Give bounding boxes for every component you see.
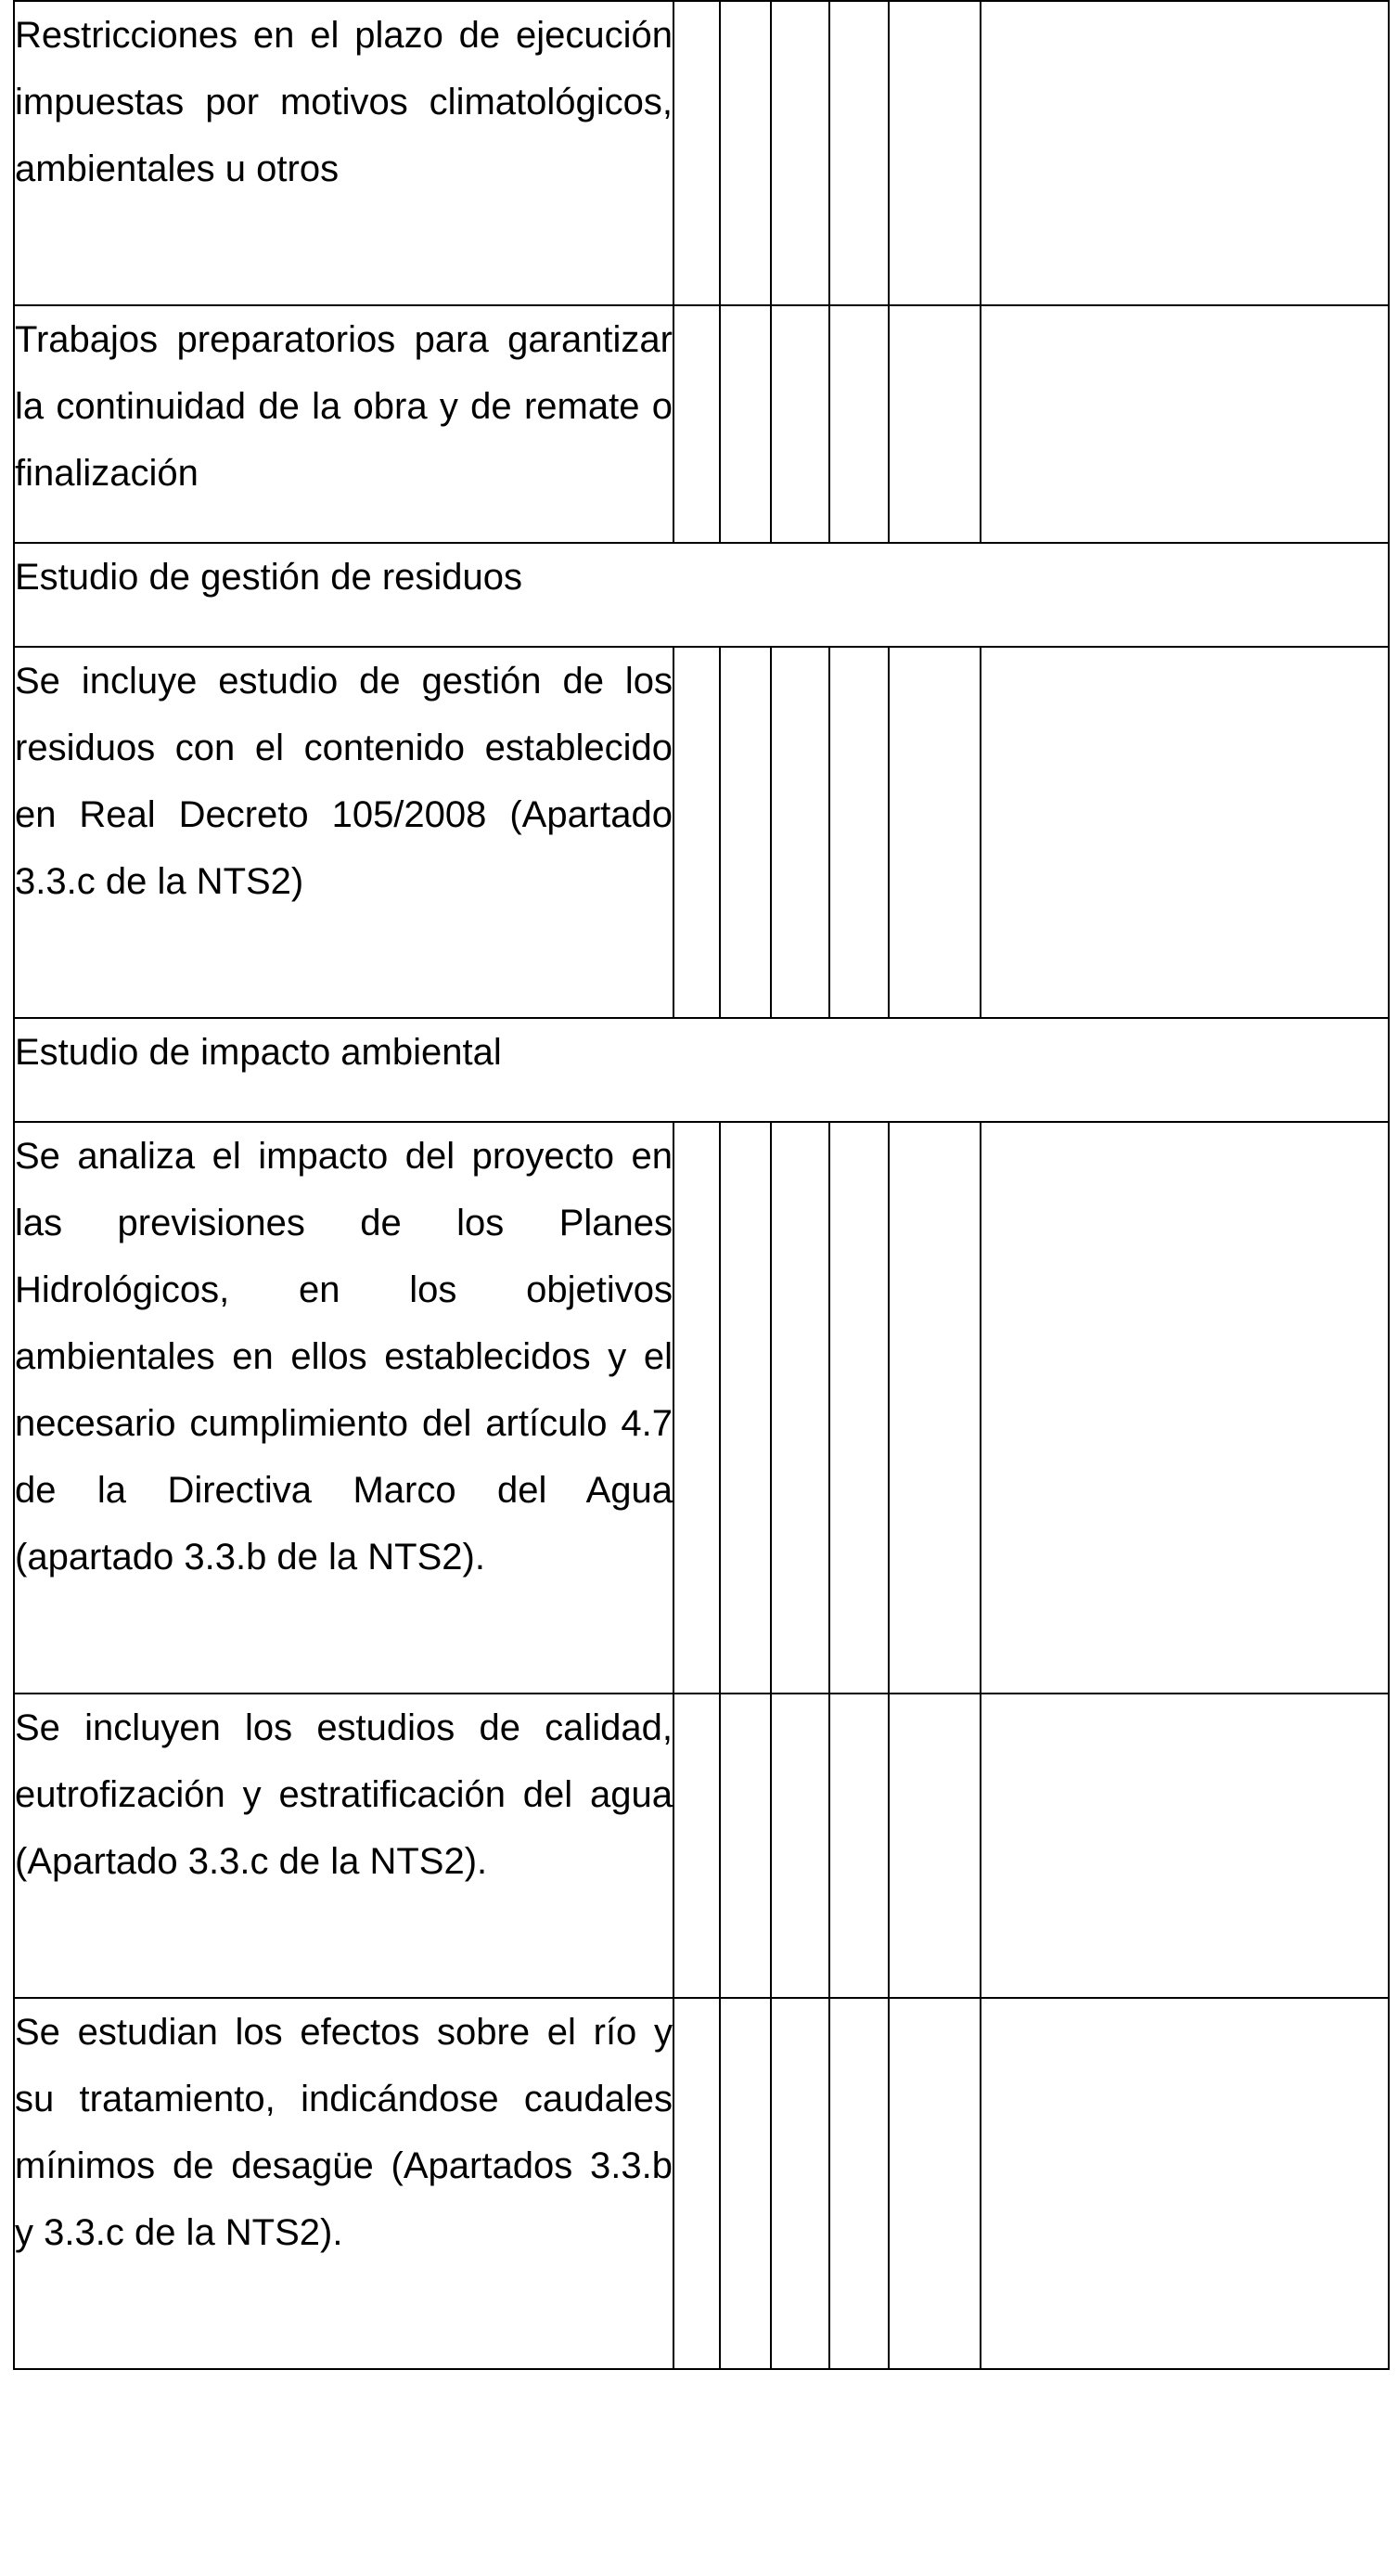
section-title: Estudio de gestión de residuos (14, 543, 1389, 647)
check-cell[interactable] (720, 1998, 771, 2369)
check-cell[interactable] (720, 1122, 771, 1694)
check-cell[interactable] (673, 1998, 720, 2369)
criterion-text: Se incluyen los estudios de calidad, eutrofización y estratificación del agua (Apartado 3.3.c de la NTS2). (14, 1694, 673, 1998)
section-title: Estudio de impacto ambiental (14, 1018, 1389, 1122)
check-cell[interactable] (829, 647, 889, 1018)
table-row (14, 305, 1389, 543)
table-row (14, 1694, 1389, 1998)
section-row (14, 1018, 1389, 1122)
check-cell[interactable] (720, 305, 771, 543)
check-cell[interactable] (829, 305, 889, 543)
check-cell[interactable] (771, 1122, 829, 1694)
check-cell[interactable] (829, 1122, 889, 1694)
criterion-text: Se incluye estudio de gestión de los residuos con el contenido establecido en Real Decreto 105/2008 (Apartado 3.3.c de la NTS2) (14, 647, 673, 1018)
check-cell[interactable] (771, 305, 829, 543)
observations-cell[interactable] (981, 1694, 1389, 1998)
check-cell[interactable] (673, 305, 720, 543)
check-cell[interactable] (771, 1998, 829, 2369)
check-cell[interactable] (829, 1998, 889, 2369)
criterion-text: Trabajos preparatorios para garantizar la continuidad de la obra y de remate o finalización (14, 305, 673, 543)
check-cell[interactable] (673, 647, 720, 1018)
check-cell[interactable] (889, 647, 981, 1018)
check-cell[interactable] (673, 1694, 720, 1998)
criterion-text: Se estudian los efectos sobre el río y su tratamiento, indicándose caudales mínimos de desagüe (Apartados 3.3.b y 3.3.c de la NTS2). (14, 1998, 673, 2369)
criterion-text: Restricciones en el plazo de ejecución impuestas por motivos climatológicos, ambientales u otros (14, 1, 673, 305)
check-cell[interactable] (720, 647, 771, 1018)
check-cell[interactable] (889, 1694, 981, 1998)
check-cell[interactable] (889, 1122, 981, 1694)
check-cell[interactable] (889, 305, 981, 543)
check-cell[interactable] (771, 1694, 829, 1998)
check-cell[interactable] (771, 1, 829, 305)
checklist-table (13, 0, 1390, 2370)
table-row (14, 1, 1389, 305)
check-cell[interactable] (673, 1, 720, 305)
check-cell[interactable] (829, 1694, 889, 1998)
observations-cell[interactable] (981, 305, 1389, 543)
check-cell[interactable] (720, 1, 771, 305)
table-row (14, 1998, 1389, 2369)
check-cell[interactable] (889, 1, 981, 305)
check-cell[interactable] (720, 1694, 771, 1998)
observations-cell[interactable] (981, 647, 1389, 1018)
check-cell[interactable] (771, 647, 829, 1018)
table-row (14, 647, 1389, 1018)
check-cell[interactable] (889, 1998, 981, 2369)
section-row (14, 543, 1389, 647)
observations-cell[interactable] (981, 1, 1389, 305)
observations-cell[interactable] (981, 1122, 1389, 1694)
check-cell[interactable] (829, 1, 889, 305)
criterion-text: Se analiza el impacto del proyecto en las previsiones de los Planes Hidrológicos, en los objetivos ambientales en ellos establecidos y el necesario cumplimiento del artículo 4.7 de la Directiva Marco del Agua (apartado 3.3.b de la NTS2). (14, 1122, 673, 1694)
observations-cell[interactable] (981, 1998, 1389, 2369)
table-row (14, 1122, 1389, 1694)
check-cell[interactable] (673, 1122, 720, 1694)
